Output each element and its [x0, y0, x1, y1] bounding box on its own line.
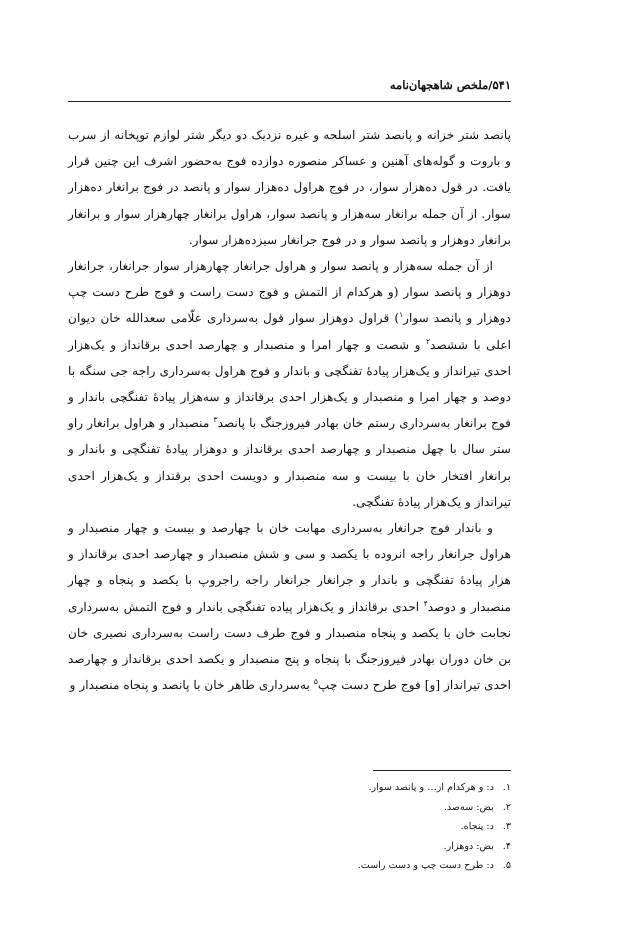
footnote-mark-5[interactable]: ۵: [313, 677, 318, 687]
footnote-mark-4[interactable]: ۴: [423, 598, 428, 608]
paragraph-3-part-b: احدی برقانداز و یک‌هزار پیاده تفنگچی باندار و فوج التمش به‌سرداری نجابت خان با یکصد و پنجاه منصبدار و فوج طرف دست راست به‌سرداری نصیری خان بن خان دوران بهادر فیروزجنگ با پنجاه و پنج منصبدار و یکصد احدی برقانداز و چهارصد احدی تیرانداز [و] فوج طرح دست چپ: [68, 599, 511, 693]
paragraph-1: پانصد شتر خزانه و پانصد شتر اسلحه و غیره نزدیک دو دیگر شتر لوازم توپخانه از سرب و باروت و گوله‌های آهنین و عساکر منصوره دوازده فوج به‌حضور اشرف این چنین قرار یافت. در قول ده‌هزار سوار، در فوج هراول ده‌هزار سوار و پانصد در فوج برانغار ده‌هزار سوار. از آن جمله برانغار سه‌هزار و پانصد سوار، هراول برانغار چهارهزار سوار و برانغار برانغار دوهزار و پانصد سوار و در فوج جرانغار سیزده‌هزار سوار.: [68, 128, 511, 247]
footnote-text: بض: سه‌صد.: [443, 801, 494, 813]
footnote-3: [68, 817, 511, 837]
footnote-mark-3[interactable]: ۳: [213, 415, 218, 425]
footnote-text: بض: دوهزار.: [443, 840, 494, 852]
paragraph-3: [68, 515, 511, 698]
footnote-number: ۳.: [502, 821, 511, 833]
footnote-text: د: و هرکدام از… و پانصد سوار.: [368, 782, 494, 793]
footnote-number: ۱.: [502, 782, 511, 793]
footnote-mark-2[interactable]: ۲: [426, 336, 431, 346]
paragraph-3-part-c: به‌سرداری طاهر خان با پانصد و پنجاه منصبدار و: [69, 678, 314, 693]
footnote-number: ۴.: [502, 840, 511, 852]
paragraph-2-part-d: منصبدار و هراول برانغار راو ستر سال با چهل منصبدار و چهارصد احدی برقانداز و دوهزار پیادهٔ تفنگچی و باندار و برانغار افتخار خان با بیست و سه منصبدار و دویست احدی برقنداز و یک‌هزار احدی تیرانداز و یک‌هزار پیادهٔ تفنگچی.: [68, 416, 511, 509]
footnote-mark-1[interactable]: ۱: [399, 310, 404, 320]
paragraph-2-part-c: و شصت و چهار امرا و منصبدار و چهارصد احدی برقانداز و یک‌هزار احدی تیرانداز و یک‌هزار پیادهٔ تفنگچی و باندار و فوج هراول به‌سرداری راجه جی سنگه با دوصد و چهار امرا و منصبدار و یک‌هزار احدی برقانداز و سه‌هزار پیادهٔ تفنگچی باندار و فوج برانغار به‌سرداری رستم خان بهادر فیروزجنگ با پانصد: [68, 337, 512, 431]
footnote-rule: [373, 770, 511, 771]
paragraph-2-part-a: از آن جمله سه‌هزار و پانصد سوار و هراول جرانغار چهارهزار سوار جرانغار، جرانغار دوهزار و پانصد سوار (و هرکدام از التمش و فوج دست راست و فوج طرح دست چپ دوهزار و پانصد سوار: [68, 259, 511, 326]
body-text: [68, 122, 511, 698]
header-rule: [68, 101, 511, 102]
footnote-2: [68, 798, 511, 818]
paragraph-2: [68, 253, 511, 515]
footnote-4: [68, 837, 511, 857]
paragraph-3-part-a: و باندار فوج جرانغار به‌سرداری مهابت خان با چهارصد و بیست و چهار منصبدار و هراول جرانغار راجه انروده با یکصد و سی و شش منصبدار و چهارصد احدی برقانداز و هزار پیادهٔ تفنگچی و باندار و جرانغار جرانغار راجه راجروپ با یکصد و پنجاه و چهار منصبدار و دوصد: [68, 521, 511, 614]
footnotes: [68, 778, 511, 876]
footnote-number: ۵.: [502, 860, 511, 872]
running-header: ۵۴۱/ملخص شاهجهان‌نامه: [389, 78, 511, 92]
footnote-number: ۲.: [502, 801, 511, 813]
footnote-5: [68, 856, 511, 876]
paragraph-2-part-b: ) قراول دوهزار سوار قول به‌سرداری علّامی سعدالله خان دیوان اعلی با ششصد: [68, 311, 511, 352]
footnote-text: د: پنجاه.: [460, 821, 494, 833]
footnote-text: د: طرح دست چپ و دست راست.: [357, 860, 494, 872]
footnote-1: [68, 778, 511, 798]
